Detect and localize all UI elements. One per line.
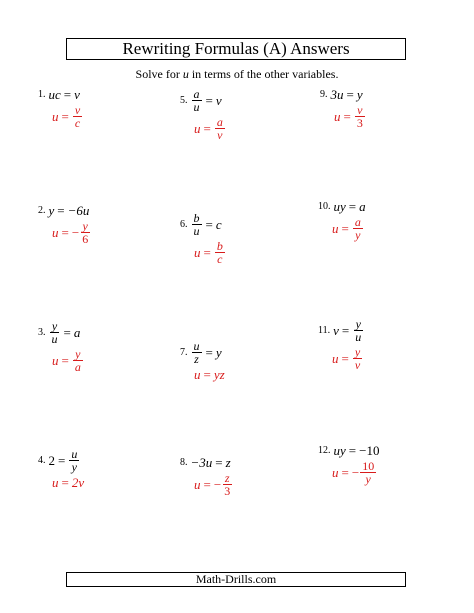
answer-5: u = $\frac{a}{v}$: [194, 115, 223, 142]
answer-2: u = − $\frac{y}{6}$: [52, 219, 89, 246]
problem-12: 12. uy = −10 u = − $\frac{10}{y}$: [318, 443, 380, 486]
problem-8: 8. −3u = z u = − $\frac{z}{3}$: [180, 456, 233, 497]
problem-6: 6. $\frac{b}{u}$ = c u = $\frac{b}{c}$: [180, 212, 226, 265]
problem-2: 2. y = −6u u = − $\frac{y}{6}$: [38, 203, 90, 246]
problem-1: 1. uc = v u = $\frac{v}{c}$: [38, 88, 83, 129]
answer-8: u = − $\frac{z}{3}$: [194, 471, 231, 498]
worksheet-title: Rewriting Formulas (A) Answers: [66, 38, 406, 60]
answer-12: u = − $\frac{10}{y}$: [332, 459, 375, 486]
answer-4: u = 2v: [52, 475, 85, 490]
problem-10: 10. uy = a u = $\frac{a}{y}$: [318, 199, 366, 242]
answer-10: u = $\frac{a}{y}$: [332, 215, 361, 242]
answer-7: u = yz: [194, 367, 225, 382]
footer-site-name: Math-Drills.com: [66, 572, 406, 587]
problem-4: 4. 2 = $\frac{u}{y}$ u = 2v: [38, 447, 85, 490]
problem-5: 5. $\frac{a}{u}$ = v u = $\frac{a}{v}$: [180, 88, 226, 141]
problem-3: 3. $\frac{y}{u}$ = a u = $\frac{y}{a}$: [38, 320, 84, 373]
answer-3: u = $\frac{y}{a}$: [52, 347, 81, 374]
problem-9: 9. 3u = y u = $\frac{v}{3}$: [320, 88, 366, 129]
problem-11: 11. v = $\frac{y}{u}$ u = $\frac{y}{v}$: [318, 318, 364, 371]
problem-7: 7. $\frac{u}{z}$ = y u = yz: [180, 339, 225, 382]
answer-11: u = $\frac{y}{v}$: [332, 345, 361, 372]
answer-6: u = $\frac{b}{c}$: [194, 239, 223, 266]
answer-1: u = $\frac{v}{c}$: [52, 103, 81, 130]
answer-9: u = $\frac{v}{3}$: [334, 103, 363, 130]
instructions: Solve for u in terms of the other variables.: [135, 67, 339, 81]
